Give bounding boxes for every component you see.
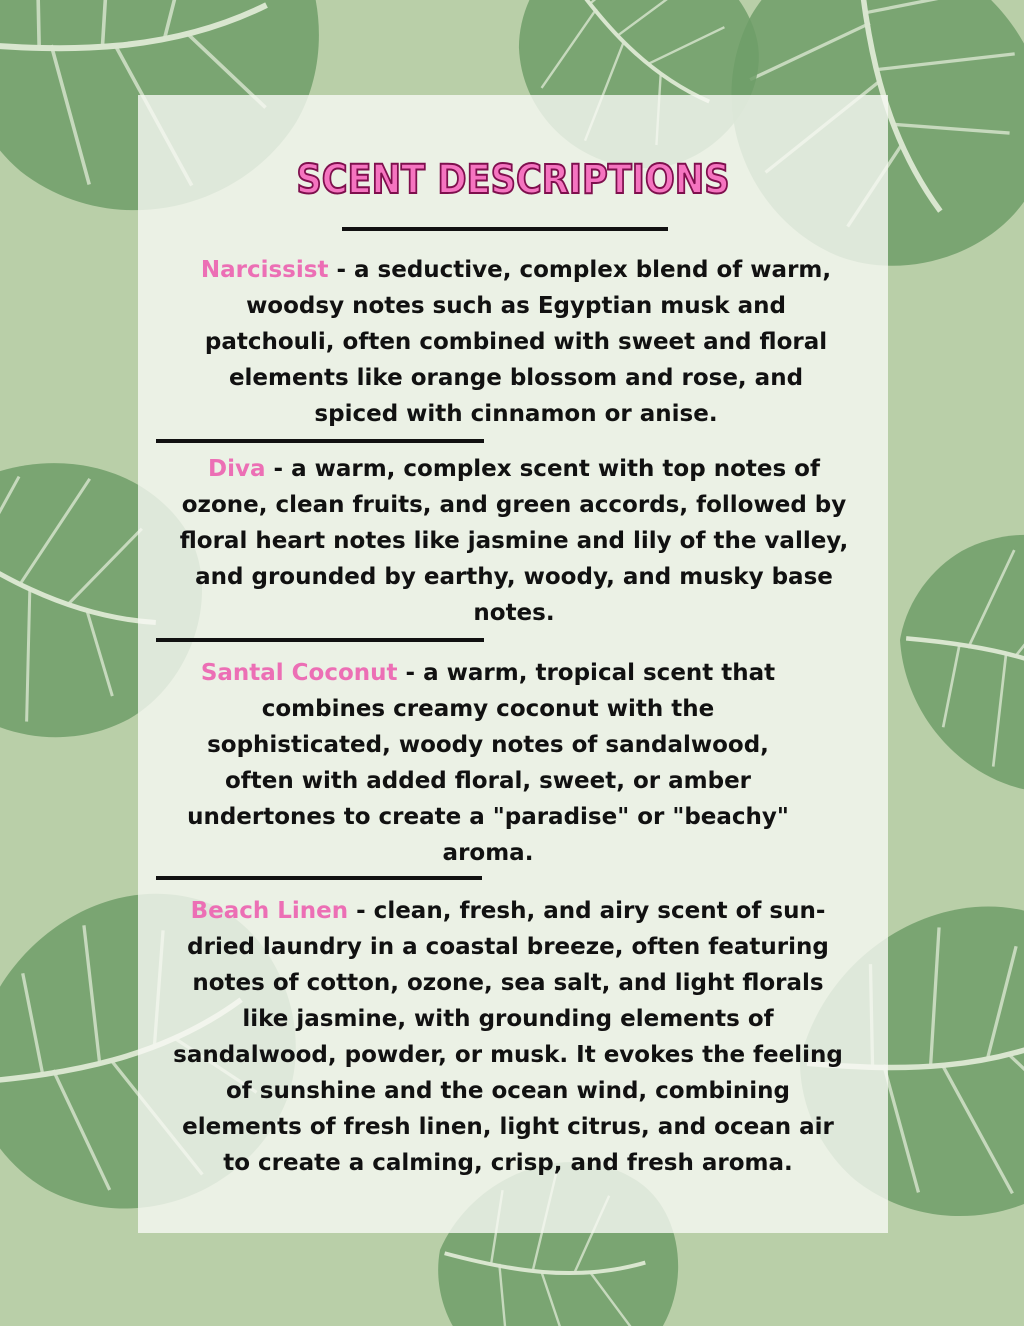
scent-description: - a warm, complex scent with top notes of ozone, clean fruits, and green accords, followed by floral heart notes like jasmine and lily of the valley, and grounded by earthy, woody, and musky base notes. <box>179 456 849 626</box>
scent-entry-narcissist <box>196 252 836 432</box>
scent-description: - a warm, tropical scent that combines creamy coconut with the sophisticated, woody notes of sandalwood, often with added floral, sweet, or amber undertones to create a "paradise" or "beachy" aroma. <box>187 660 789 866</box>
scent-entry-santal-coconut <box>178 655 798 871</box>
title-divider <box>342 227 668 231</box>
content-panel <box>138 95 888 1233</box>
section-divider <box>156 638 484 642</box>
section-divider <box>156 439 484 443</box>
scent-entry-beach-linen <box>168 893 848 1181</box>
section-divider <box>156 876 482 880</box>
scent-name: Beach Linen <box>190 898 349 924</box>
scent-description: - clean, fresh, and airy scent of sun-dried laundry in a coastal breeze, often featuring notes of cotton, ozone, sea salt, and light florals like jasmine, with grounding elements of sandalwood, powder, or musk. It evokes the feeling of sunshine and the ocean wind, combining elements of fresh linen, light citrus, and ocean air to create a calming, crisp, and fresh aroma. <box>173 898 843 1176</box>
scent-entry-diva <box>174 451 854 631</box>
scent-name: Narcissist <box>200 257 329 283</box>
page-title: SCENT DESCRIPTIONS <box>296 157 730 203</box>
scent-description: - a seductive, complex blend of warm, woodsy notes such as Egyptian musk and patchouli, often combined with sweet and floral elements like orange blossom and rose, and spiced with cinnamon or anise. <box>204 257 832 427</box>
scent-name: Santal Coconut <box>200 660 398 686</box>
scent-name: Diva <box>208 456 266 482</box>
